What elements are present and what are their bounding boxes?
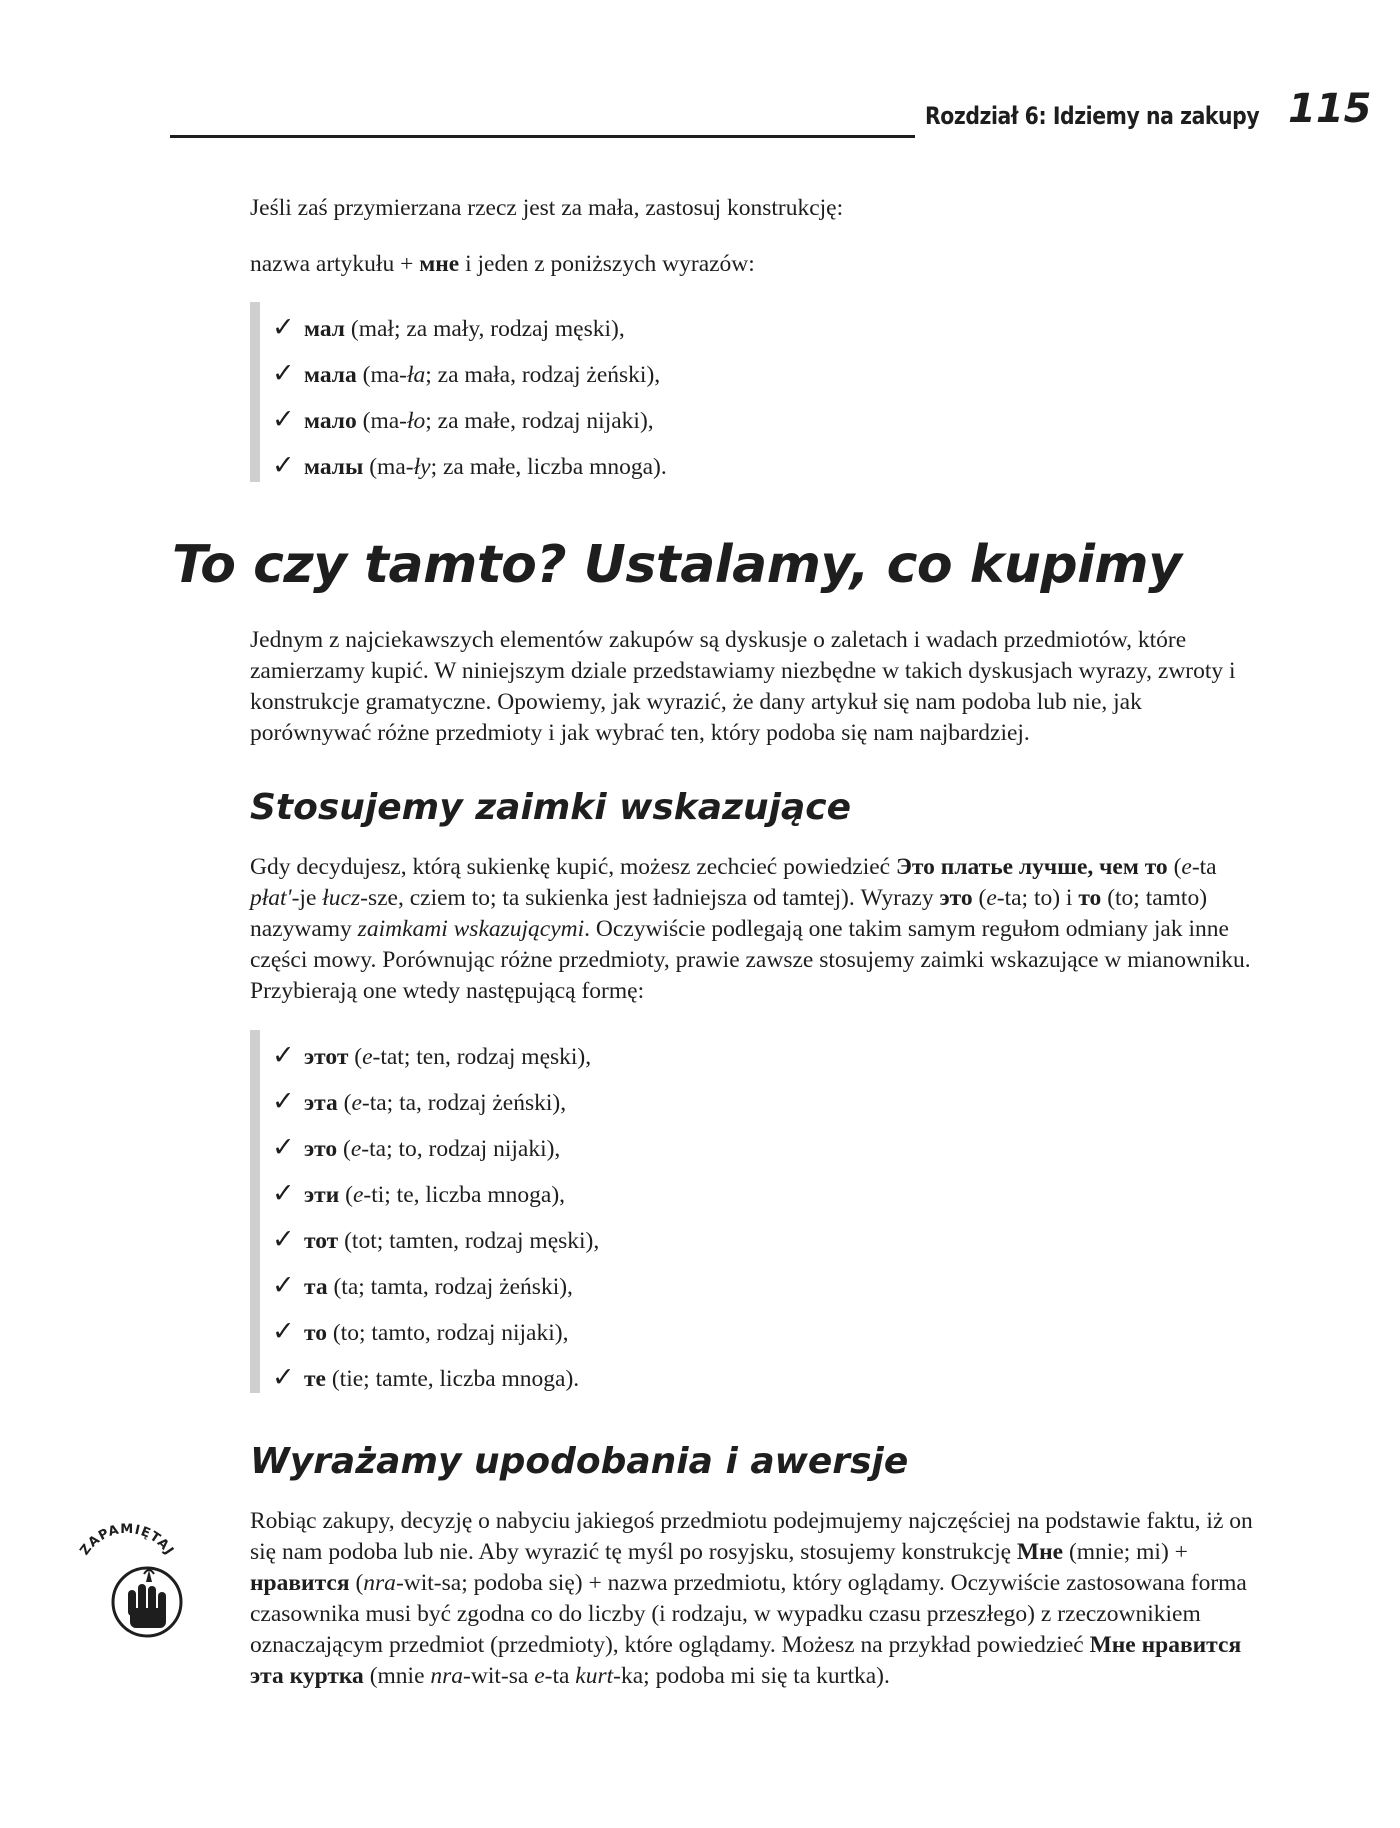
stressed-syllable: e	[986, 885, 997, 911]
russian-word: тот	[304, 1228, 339, 1254]
chapter-title: Rozdział 6: Idziemy na zakupy	[925, 102, 1260, 130]
russian-word: то	[304, 1320, 327, 1346]
list-item	[272, 1224, 599, 1257]
translation-text: (to; tamto, rodzaj nijaki),	[326, 1320, 569, 1346]
translation-rest: -ta; to, rodzaj nijaki),	[361, 1136, 561, 1162]
intro-line-1: Jeśli zaś przymierzana rzecz jest za mała, zastosuj konstrukcję:	[250, 195, 844, 221]
stressed-syllable: e	[1181, 854, 1192, 880]
russian-word: это	[304, 1136, 338, 1162]
text: -wit-sa; podoba się) + nazwa przedmiotu, który oglądamy. Oczywiście zastosowana forma czasownika musi być zgodna co do liczby (i rodzaju, w wypadku czasu przeszłego) z rzeczownikiem oznaczającym przedmiot (przedmioty), które oglądamy. Możesz na przykład powiedzieć	[250, 1570, 1247, 1658]
subsection-heading: Stosujemy zaimki wskazujące	[250, 787, 851, 828]
russian-word: малы	[304, 454, 364, 480]
checkmark-icon: ✓	[272, 1316, 295, 1347]
list-item	[272, 312, 625, 345]
text: (mnie	[363, 1663, 431, 1689]
text: Robiąc zakupy, decyzję o nabyciu jakiegoś przedmiotu podejmujemy najczęściej na podstawie faktu, iż on się nam podoba lub nie. Aby wyrazić tę myśl po rosyjsku, stosujemy konstrukcję	[250, 1508, 1253, 1565]
russian-word: те	[304, 1366, 326, 1392]
russian-phrase: Мне нравится эта куртка	[250, 1632, 1242, 1689]
stressed-syllable: e	[351, 1090, 362, 1116]
russian-word: этот	[304, 1044, 349, 1070]
russian-word: то	[1078, 885, 1102, 911]
stressed-syllable: kurt	[575, 1663, 614, 1689]
italic-term: zaimkami wskazującymi	[357, 916, 585, 942]
text: -wit-sa	[463, 1663, 535, 1689]
list-item	[272, 404, 654, 437]
list-rule	[250, 1030, 260, 1393]
stressed-syllable: ło	[407, 408, 426, 434]
remember-hand-icon	[62, 1508, 192, 1638]
translation-text: (ma-	[363, 454, 414, 480]
stressed-syllable: płat'	[250, 885, 292, 911]
russian-word: нравится	[250, 1570, 350, 1596]
checkmark-icon: ✓	[272, 1132, 295, 1163]
list-item	[272, 450, 667, 483]
russian-word: та	[304, 1274, 328, 1300]
translation-text: (	[337, 1090, 352, 1116]
russian-word: мал	[304, 316, 345, 342]
stressed-syllable: nra	[430, 1663, 464, 1689]
text: -ta	[544, 1663, 576, 1689]
list-item	[272, 1040, 591, 1073]
translation-text: (tie; tamte, liczba mnoga).	[325, 1366, 580, 1392]
list-item	[272, 1316, 568, 1349]
text: (mnie; mi) +	[1063, 1539, 1188, 1565]
remember-icon	[62, 1508, 192, 1638]
list-item	[272, 1270, 573, 1303]
translation-rest: ; za małe, rodzaj nijaki),	[425, 408, 654, 434]
translation-text: (ma-	[356, 362, 407, 388]
list-item	[272, 1132, 560, 1165]
text: -ta; to) i	[996, 885, 1079, 911]
list-rule	[250, 302, 260, 482]
checkmark-icon: ✓	[272, 1270, 295, 1301]
checkmark-icon: ✓	[272, 1178, 295, 1209]
translation-text: (tot; tamten, rodzaj męski),	[338, 1228, 600, 1254]
translation-text: (ta; tamta, rodzaj żeński),	[327, 1274, 573, 1300]
translation-rest: -tat; ten, rodzaj męski),	[372, 1044, 592, 1070]
svg-text:ZAPAMIĘTAJ	[77, 1522, 176, 1558]
section-paragraph: Jednym z najciekawszych elementów zakupów są dyskusje o zaletach i wadach przedmiotów, które zamierzamy kupić. W niniejszym dziale przedstawiamy niezbędne w takich dyskusjach wyrazy, zwroty i konstrukcje gramatyczne. Opowiemy, jak wyrazić, że dany artykuł się nam podoba lub nie, jak porównywać różne przedmioty i jak wybrać ten, który podoba się nam najbardziej.	[250, 627, 1236, 746]
section-heading: To czy tamto? Ustalamy, co kupimy	[172, 535, 1182, 595]
text: (	[1167, 854, 1182, 880]
translation-rest: ; za małe, liczba mnoga).	[430, 454, 667, 480]
text: (	[972, 885, 987, 911]
text: -je	[291, 885, 323, 911]
intro-line-2	[250, 249, 1260, 280]
text: . Oczywiście podlegają one takim samym regułom odmiany jak inne części mowy. Porównując różne przedmioty, prawie zawsze stosujemy zaimki wskazujące w mianowniku. Przybierają one wtedy następującą formę:	[250, 916, 1251, 1004]
icon-caption: ZAPAMIĘTAJ	[77, 1521, 177, 1559]
text: Gdy decydujesz, którą sukienkę kupić, możesz zechcieć powiedzieć	[250, 854, 896, 880]
intro-text-c: i jeden z poniższych wyrazów:	[459, 251, 755, 277]
russian-word: эта	[304, 1090, 338, 1116]
checkmark-icon: ✓	[272, 450, 295, 481]
stressed-syllable: łucz	[322, 885, 361, 911]
stressed-syllable: ły	[413, 454, 431, 480]
russian-word: Мне	[1016, 1539, 1064, 1565]
stressed-syllable: e	[352, 1182, 364, 1208]
likes-paragraph	[250, 1506, 1260, 1692]
translation-rest: -ta; ta, rodzaj żeński),	[361, 1090, 567, 1116]
checkmark-icon: ✓	[272, 1086, 295, 1117]
intro-keyword: мне	[419, 251, 460, 277]
text: -sze, cziem to; ta sukienka jest ładniejsza od tamtej). Wyrazy	[360, 885, 940, 911]
translation-text: (	[348, 1044, 363, 1070]
list-item	[272, 1178, 565, 1211]
stressed-syllable: nra	[363, 1570, 396, 1596]
translation-text: (ma-	[356, 408, 407, 434]
russian-phrase: Это платье лучше, чем то	[895, 854, 1168, 880]
stressed-syllable: e	[362, 1044, 373, 1070]
translation-text: (mał; za mały, rodzaj męski),	[345, 316, 625, 342]
list-item	[272, 1086, 566, 1119]
text: -ka; podoba mi się ta kurtka).	[613, 1663, 890, 1689]
stressed-syllable: ła	[407, 362, 426, 388]
russian-word: эти	[304, 1182, 340, 1208]
checkmark-icon: ✓	[272, 358, 295, 389]
stressed-syllable: e	[534, 1663, 545, 1689]
russian-word: мала	[304, 362, 357, 388]
checkmark-icon: ✓	[272, 1040, 295, 1071]
text: (to; tamto) nazywamy	[250, 885, 1208, 942]
list-item	[272, 358, 660, 391]
checkmark-icon: ✓	[272, 1362, 295, 1393]
translation-text: (	[337, 1136, 351, 1162]
russian-word: мало	[304, 408, 357, 434]
checkmark-icon: ✓	[272, 312, 295, 343]
subsection-heading: Wyrażamy upodobania i awersje	[250, 1441, 909, 1482]
pronoun-paragraph	[250, 852, 1260, 1007]
translation-text: (	[339, 1182, 353, 1208]
russian-word: это	[939, 885, 973, 911]
page-number: 115	[1288, 86, 1372, 132]
list-item	[272, 1362, 579, 1395]
translation-rest: -ti; te, liczba mnoga),	[363, 1182, 566, 1208]
checkmark-icon: ✓	[272, 404, 295, 435]
header-rule	[170, 135, 915, 138]
stressed-syllable: e	[350, 1136, 362, 1162]
text: (	[349, 1570, 364, 1596]
intro-text-a: nazwa artykułu +	[250, 251, 420, 277]
checkmark-icon: ✓	[272, 1224, 295, 1255]
translation-rest: ; za mała, rodzaj żeński),	[425, 362, 661, 388]
text: -ta	[1191, 854, 1217, 880]
